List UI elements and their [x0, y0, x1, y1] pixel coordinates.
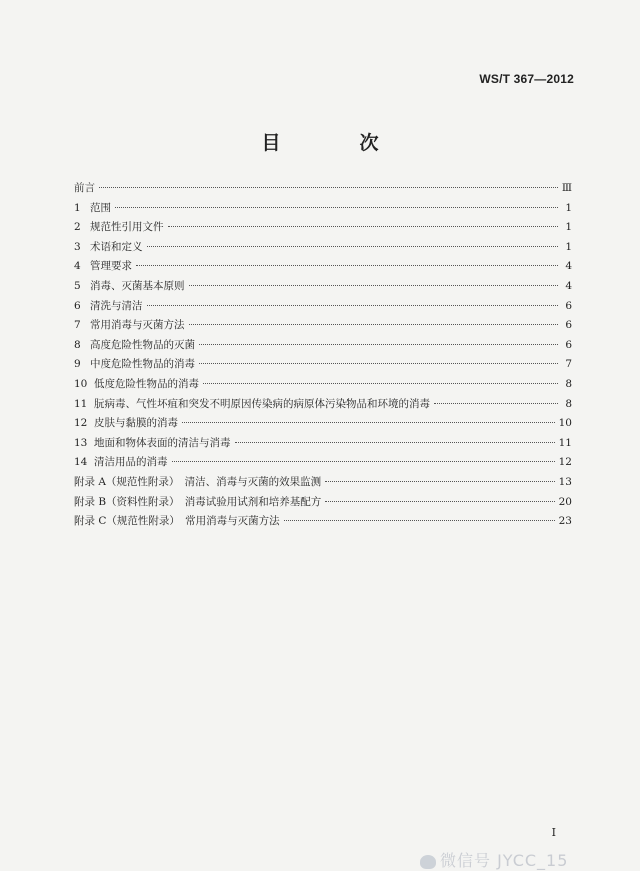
toc-dot-leader: [434, 403, 558, 404]
toc-dot-leader: [189, 324, 559, 325]
wechat-icon: [420, 855, 436, 869]
toc-entry-number: 5: [74, 279, 81, 292]
table-of-contents: [74, 179, 572, 532]
toc-entry-label: 消毒、灭菌基本原则: [90, 279, 185, 292]
watermark-text: 微信号 JYCC_15: [440, 851, 569, 870]
toc-entry-number: 14: [74, 456, 88, 469]
toc-entry[interactable]: [74, 434, 572, 454]
toc-entry-label: 附录 A（规范性附录） 清洁、消毒与灭菌的效果监测: [74, 475, 322, 488]
toc-entry[interactable]: [74, 493, 572, 513]
toc-entry-number: 1: [74, 201, 81, 214]
toc-entry[interactable]: [74, 277, 572, 297]
toc-entry-page: 10: [558, 417, 572, 430]
toc-entry-label: 地面和物体表面的清洁与消毒: [94, 436, 231, 449]
toc-entry[interactable]: [74, 414, 572, 434]
toc-entry-number: 10: [74, 377, 88, 390]
toc-entry-label: 清洗与清洁: [90, 299, 143, 312]
toc-entry-number: 6: [74, 299, 81, 312]
toc-entry-label: 高度危险性物品的灭菌: [90, 338, 195, 351]
toc-entry-number: 11: [74, 397, 88, 410]
toc-entry-page: 8: [565, 397, 572, 410]
toc-entry-page: 1: [565, 201, 572, 214]
toc-entry-number: 9: [74, 358, 81, 371]
toc-dot-leader: [199, 363, 558, 364]
toc-dot-leader: [235, 442, 555, 443]
toc-dot-leader: [168, 226, 559, 227]
toc-entry[interactable]: [74, 238, 572, 258]
toc-entry[interactable]: [74, 316, 572, 336]
toc-dot-leader: [325, 481, 554, 482]
toc-entry-label: 低度危险性物品的消毒: [94, 377, 199, 390]
toc-entry-label: 常用消毒与灭菌方法: [90, 319, 185, 332]
toc-dot-leader: [147, 305, 559, 306]
toc-entry-label: 皮肤与黏膜的消毒: [94, 417, 178, 430]
toc-entry-page: 1: [565, 240, 572, 253]
toc-entry[interactable]: [74, 453, 572, 473]
toc-entry-number: 12: [74, 417, 88, 430]
toc-entry-label: 附录 C（规范性附录） 常用消毒与灭菌方法: [74, 515, 280, 528]
toc-entry[interactable]: [74, 257, 572, 277]
toc-entry-page: 8: [565, 377, 572, 390]
watermark: [420, 848, 568, 871]
toc-dot-leader: [203, 383, 558, 384]
toc-entry-page: 4: [565, 260, 572, 273]
toc-entry-label: 管理要求: [90, 260, 132, 273]
toc-entry-number: 2: [74, 221, 81, 234]
toc-entry-label: 术语和定义: [90, 240, 143, 253]
toc-entry-label: 规范性引用文件: [90, 221, 164, 234]
toc-entry-number: 8: [74, 338, 81, 351]
toc-entry-label: 前言: [74, 182, 95, 194]
toc-entry-number: 3: [74, 240, 81, 253]
toc-entry-number: 4: [74, 260, 81, 273]
toc-entry-label: 附录 B（资料性附录） 消毒试验用试剂和培养基配方: [74, 495, 322, 508]
toc-dot-leader: [136, 265, 558, 266]
toc-entry-page: Ⅲ: [561, 182, 572, 194]
toc-dot-leader: [147, 246, 559, 247]
toc-entry[interactable]: [74, 199, 572, 219]
toc-entry-number: 13: [74, 436, 88, 449]
toc-entry[interactable]: [74, 355, 572, 375]
standard-number: WS/T 367—2012: [479, 72, 574, 86]
toc-entry-page: 12: [558, 456, 572, 469]
toc-entry[interactable]: [74, 512, 572, 532]
toc-entry-number: 7: [74, 319, 81, 332]
toc-entry-page: 4: [565, 279, 572, 292]
toc-entry-label: 中度危险性物品的消毒: [90, 358, 195, 371]
toc-entry-page: 6: [565, 319, 572, 332]
toc-entry-page: 6: [565, 299, 572, 312]
toc-dot-leader: [182, 422, 555, 423]
toc-entry[interactable]: [74, 297, 572, 317]
toc-entry-page: 7: [565, 358, 572, 371]
toc-dot-leader: [172, 461, 555, 462]
toc-entry-page: 20: [558, 495, 572, 508]
toc-entry[interactable]: [74, 395, 572, 415]
toc-entry[interactable]: [74, 375, 572, 395]
toc-entry-page: 11: [558, 436, 572, 449]
toc-entry-page: 1: [565, 221, 572, 234]
toc-entry-page: 23: [558, 515, 572, 528]
toc-entry-label: 朊病毒、气性坏疽和突发不明原因传染病的病原体污染物品和环境的消毒: [94, 397, 430, 410]
page-number: Ⅰ: [551, 826, 556, 839]
toc-dot-leader: [99, 187, 558, 188]
toc-dot-leader: [115, 207, 558, 208]
toc-entry-page: 13: [558, 475, 572, 488]
toc-entry-label: 范围: [90, 201, 111, 214]
toc-entry[interactable]: [74, 218, 572, 238]
toc-entry[interactable]: [74, 179, 572, 199]
toc-entry[interactable]: [74, 473, 572, 493]
toc-dot-leader: [189, 285, 559, 286]
toc-entry-label: 清洁用品的消毒: [94, 456, 168, 469]
toc-dot-leader: [284, 520, 555, 521]
toc-entry[interactable]: [74, 336, 572, 356]
toc-dot-leader: [325, 501, 554, 502]
page-title: 目 次: [261, 132, 409, 154]
toc-entry-page: 6: [565, 338, 572, 351]
toc-dot-leader: [199, 344, 558, 345]
